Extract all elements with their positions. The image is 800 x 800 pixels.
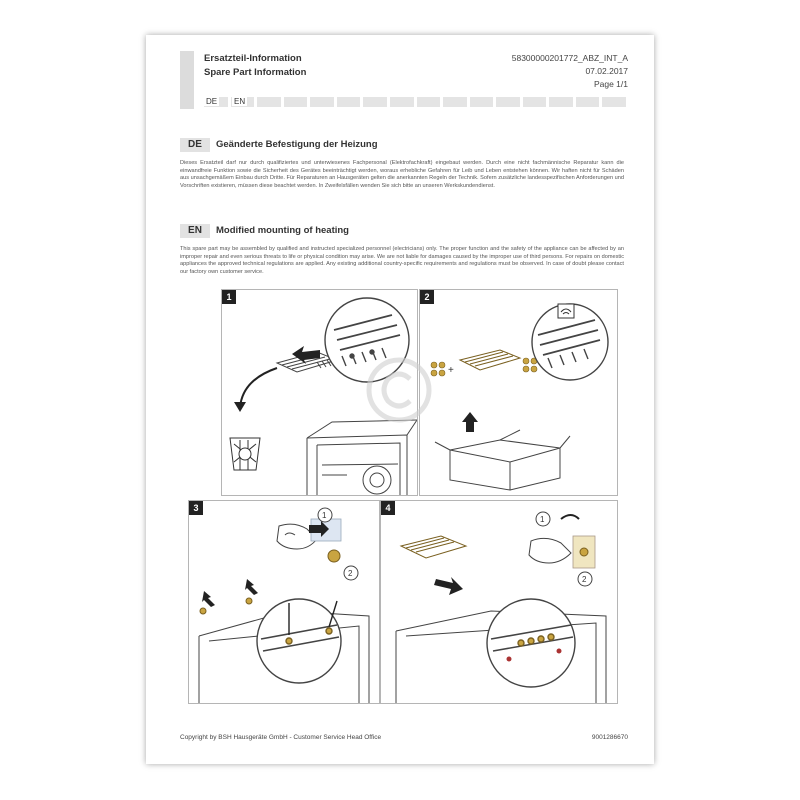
panel-2-number: 2 — [420, 290, 434, 304]
symbol-badge-icon — [558, 304, 574, 318]
panel-4-number: 4 — [381, 501, 395, 515]
oven-icon — [307, 420, 417, 495]
new-heating-element-icon — [460, 350, 520, 370]
copyright-watermark-icon — [364, 355, 434, 425]
section-en-badge: EN — [180, 224, 210, 238]
panel-3-number: 3 — [189, 501, 203, 515]
title-en: Spare Part Information — [204, 67, 307, 78]
title-de: Ersatzteil-Information — [204, 53, 302, 64]
spare-part-sheet — [146, 35, 654, 764]
arrow-left-screw-icon — [202, 591, 215, 607]
plus-sign: + — [448, 365, 454, 376]
callout-2-label: 2 — [582, 575, 587, 584]
section-de-badge: DE — [180, 138, 210, 152]
section-en-text: This spare part may be assembled by qualified and instructed specialized personnel (electricians) only. The proper function and the safety of the appliance can be affected by an improper repair and even serious threats to life or physical condition may arise. We are not liable for damages caused by the improper use of third persons. For repairs on domestic appliances the approved technical regulations are applied. Any existing additional country-specific requirements and regulations must be observed. In case of doubt please contact our factory own customer service. — [180, 246, 624, 275]
page-number: Page 1/1 — [593, 79, 628, 89]
magnifier-icon — [487, 599, 575, 687]
callout-2 — [578, 572, 592, 586]
callout-2-label: 2 — [348, 569, 353, 578]
section-de-title: Geänderte Befestigung der Heizung — [216, 139, 378, 150]
recycle-bin-icon — [230, 438, 260, 470]
screw-icon — [580, 548, 588, 556]
step-4-illustration — [381, 501, 617, 703]
panel-step-3 — [188, 500, 380, 704]
hand-icon — [529, 538, 571, 563]
step-3-illustration — [189, 501, 379, 703]
up-arrow-icon — [462, 412, 478, 432]
heating-element-icon — [401, 536, 466, 558]
box-icon — [435, 430, 570, 490]
section-en-title: Modified mounting of heating — [216, 225, 349, 236]
document-date: 07.02.2017 — [585, 66, 628, 76]
callout-2 — [344, 566, 358, 580]
magnifier-icon — [257, 599, 341, 683]
screw-pair-icon — [523, 358, 537, 372]
footer-doc-number: 9001286670 — [591, 734, 628, 741]
rotate-arrow-icon — [561, 515, 579, 519]
insert-arrow-icon — [434, 577, 463, 595]
lang-de: DE — [206, 97, 218, 106]
callout-1-label: 1 — [322, 511, 327, 520]
callout-1-label: 1 — [540, 515, 545, 524]
language-strip — [204, 97, 626, 107]
section-de-text: Dieses Ersatzteil darf nur durch qualifiziertes und unterwiesenes Fachpersonal (Elektrofachkraft) eingebaut werden. Durch eine nicht fachmännische Reparatur kann die einwandfreie Funktion sowie die Sicherheit des Gerätes beeinträchtigt werden, woraus erhebliche Gefahren für Leib und Leben entstehen können. Wir haften nicht für Schäden aus unsachgemäßem Einbau durch Dritte. Für Reparaturen an Hausgeräten gelten die anerkannten Regeln der Technik. Sofern zusätzliche landesspezifischen Anforderungen und Vorschriften existieren, müssen diese beachtet werden. In Zweifelsfällen wenden Sie sich bitte an unseren Werkskundendienst. — [180, 160, 624, 189]
callout-1 — [536, 512, 550, 526]
screw-icon — [328, 550, 340, 562]
lang-en: EN — [234, 97, 246, 106]
step-2-illustration — [420, 290, 617, 495]
panel-step-2 — [419, 289, 618, 496]
document-id: 58300000201772_ABZ_INT_A — [511, 53, 628, 63]
footer-copyright: Copyright by BSH Hausgeräte GmbH - Customer Service Head Office — [180, 734, 382, 741]
callout-1 — [318, 508, 332, 522]
header-gray-bar — [180, 51, 194, 109]
arrow-right-screw-icon — [245, 579, 258, 595]
panel-1-number: 1 — [222, 290, 236, 304]
panel-step-4 — [380, 500, 618, 704]
